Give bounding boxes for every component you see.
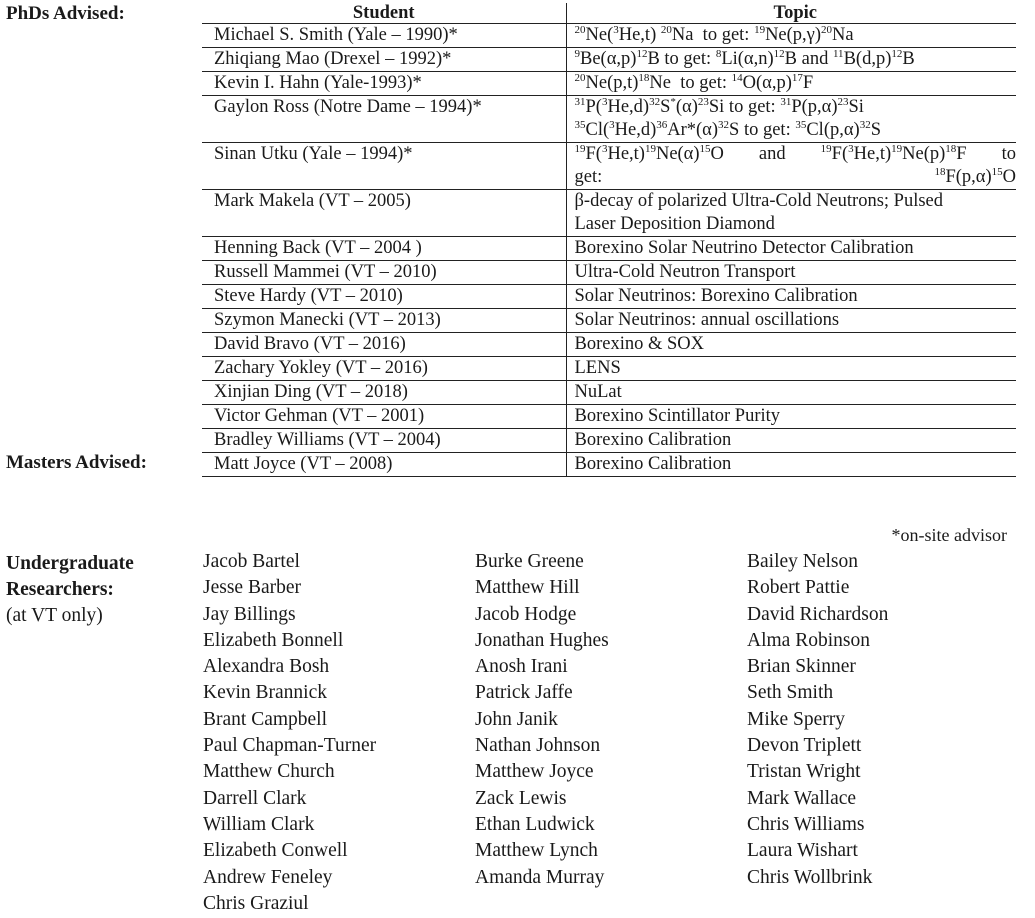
undergrad-name: Matthew Hill <box>475 577 580 599</box>
undergrad-name: Alma Robinson <box>747 629 870 651</box>
undergrad-heading-line-3: (at VT only) <box>6 605 103 626</box>
topic-cell: Solar Neutrinos: annual oscillations <box>566 309 1016 333</box>
undergrad-name: Robert Pattie <box>747 577 850 599</box>
masters-advised-heading: Masters Advised: <box>6 452 147 473</box>
topic-cell: Borexino Calibration <box>566 429 1016 453</box>
topic-line-1: β-decay of polarized Ultra-Cold Neutrons; Pulsed <box>574 191 944 211</box>
undergrad-name: Mike Sperry <box>747 708 846 730</box>
undergrad-name: John Janik <box>475 708 558 730</box>
topic-cell: $^{20}Ne(p,t)^{18}Ne$ to get: $^{14}O(\alpha,p)^{17}F$ <box>566 72 1016 96</box>
topic-cell <box>566 190 1016 237</box>
topic-cell: Ultra-Cold Neutron Transport <box>566 261 1016 285</box>
undergrad-name: Bailey Nelson <box>747 551 859 572</box>
undergrad-column-3 <box>747 549 888 891</box>
undergrad-heading-line-2: Researchers: <box>6 579 114 600</box>
undergrad-name: Chris Graziul <box>203 892 309 914</box>
undergrad-name: Tristan Wright <box>747 761 861 783</box>
undergrad-name: Zack Lewis <box>475 787 567 809</box>
undergrad-name: Alexandra Bosh <box>203 656 330 678</box>
table-row <box>202 143 1016 190</box>
table-row <box>202 309 1016 333</box>
topic-cell: $^{19}F(^3He,t)^{19}Ne(\alpha)^{15}O$ and $^{19}F(^3He,t)^{19}Ne(p)^{18}F$ to get: $^{18}F(p,\alpha)^{15}O$ <box>566 143 1016 190</box>
topic-cell: Borexino Scintillator Purity <box>566 405 1016 429</box>
phds-advised-heading: PhDs Advised: <box>6 3 125 24</box>
undergrad-name: Matthew Joyce <box>475 761 594 783</box>
table-row <box>202 405 1016 429</box>
undergrad-column-2 <box>475 549 609 891</box>
undergrad-name: Brian Skinner <box>747 656 856 678</box>
table-row <box>202 190 1016 237</box>
undergrad-name: Paul Chapman-Turner <box>203 735 377 757</box>
table-row <box>202 48 1016 72</box>
undergrad-heading-line-1: Undergraduate <box>6 553 134 574</box>
undergrad-name: Kevin Brannick <box>203 682 328 704</box>
student-cell: Zachary Yokley (VT – 2016) <box>202 357 566 381</box>
table-row <box>202 453 1016 477</box>
undergrad-name: Jay Billings <box>203 603 296 625</box>
student-column-header: Student <box>352 3 415 23</box>
topic-cell: Solar Neutrinos: Borexino Calibration <box>566 285 1016 309</box>
table-row <box>202 357 1016 381</box>
undergrad-name: Elizabeth Conwell <box>203 840 348 862</box>
undergrad-name: Jesse Barber <box>203 577 302 599</box>
student-cell: Xinjian Ding (VT – 2018) <box>202 381 566 405</box>
undergrad-column-1 <box>203 549 376 917</box>
undergrad-name: Amanda Murray <box>475 866 605 888</box>
undergrad-heading <box>6 551 134 629</box>
undergrad-name: William Clark <box>203 813 315 835</box>
student-cell: Russell Mammei (VT – 2010) <box>202 261 566 285</box>
undergrad-name: Matthew Church <box>203 761 335 783</box>
student-cell: Mark Makela (VT – 2005) <box>202 190 566 237</box>
topic-cell: LENS <box>566 357 1016 381</box>
student-cell: Sinan Utku (Yale – 1994)* <box>202 143 566 190</box>
footnote: *on-site advisor <box>891 525 1007 545</box>
student-cell: Szymon Manecki (VT – 2013) <box>202 309 566 333</box>
topic-cell: $^{31}P(^3He,d)^{32}S^*(\alpha)^{23}Si$ to get: $^{31}P(p,\alpha)^{23}Si$ $^{35}Cl(^3He,d)^{36}Ar*(\alpha)^{32}S$ to get: $^{35}Cl(p,\alpha)^{32}S$ <box>566 96 1016 143</box>
undergrad-name: Brant Campbell <box>203 708 328 730</box>
table-row <box>202 381 1016 405</box>
student-cell: Zhiqiang Mao (Drexel – 1992)* <box>202 48 566 72</box>
undergrad-name: Burke Greene <box>475 551 584 572</box>
student-cell: Bradley Williams (VT – 2004) <box>202 429 566 453</box>
table-row <box>202 96 1016 143</box>
undergrad-name: Andrew Feneley <box>203 866 333 888</box>
table-row <box>202 333 1016 357</box>
undergrad-name: Nathan Johnson <box>475 735 601 757</box>
table-header-row <box>202 3 1016 24</box>
topic-cell: $^9Be(\alpha,p)^{12}B$ to get: $^8Li(\alpha,n)^{12}B$ and $^{11}B(d,p)^{12}B$ <box>566 48 1016 72</box>
student-cell: Michael S. Smith (Yale – 1990)* <box>202 24 566 48</box>
student-cell: Henning Back (VT – 2004 ) <box>202 237 566 261</box>
table-row <box>202 237 1016 261</box>
student-cell: Matt Joyce (VT – 2008) <box>202 453 566 477</box>
topic-line-2: Laser Deposition Diamond <box>574 214 775 234</box>
undergrad-name: Jacob Hodge <box>475 603 577 625</box>
undergrad-name: Mark Wallace <box>747 787 857 809</box>
topic-cell: $^{20}$Ne($^3$He,t) $^{20}$Na to get: $^{19}Ne(p,\gamma)^{20}Na$ <box>566 24 1016 48</box>
student-cell: David Bravo (VT – 2016) <box>202 333 566 357</box>
undergrad-name: Matthew Lynch <box>475 840 598 862</box>
table-row <box>202 429 1016 453</box>
table-row <box>202 261 1016 285</box>
topic-cell: Borexino & SOX <box>566 333 1016 357</box>
undergrad-name: Elizabeth Bonnell <box>203 629 344 651</box>
undergrad-name: Patrick Jaffe <box>475 682 573 704</box>
table-row <box>202 24 1016 48</box>
undergrad-name: Laura Wishart <box>747 840 858 862</box>
student-cell: Steve Hardy (VT – 2010) <box>202 285 566 309</box>
student-cell: Gaylon Ross (Notre Dame – 1994)* <box>202 96 566 143</box>
undergrad-name: Darrell Clark <box>203 787 307 809</box>
student-cell: Victor Gehman (VT – 2001) <box>202 405 566 429</box>
advisee-table <box>202 3 1016 477</box>
table-row <box>202 285 1016 309</box>
undergrad-name: Anosh Irani <box>475 656 568 678</box>
table-row <box>202 72 1016 96</box>
topic-cell: NuLat <box>566 381 1016 405</box>
undergrad-name: Devon Triplett <box>747 735 862 757</box>
undergrad-name: Ethan Ludwick <box>475 813 595 835</box>
undergrad-name: Chris Wollbrink <box>747 866 873 888</box>
topic-column-header: Topic <box>566 3 1016 24</box>
undergrad-name: David Richardson <box>747 603 889 625</box>
topic-cell: Borexino Calibration <box>566 453 1016 477</box>
student-cell: Kevin I. Hahn (Yale-1993)* <box>202 72 566 96</box>
undergrad-name: Seth Smith <box>747 682 834 704</box>
undergrad-name: Jonathan Hughes <box>475 629 609 651</box>
undergrad-name: Chris Williams <box>747 813 865 835</box>
undergrad-name: Jacob Bartel <box>203 551 300 572</box>
topic-cell: Borexino Solar Neutrino Detector Calibration <box>566 237 1016 261</box>
